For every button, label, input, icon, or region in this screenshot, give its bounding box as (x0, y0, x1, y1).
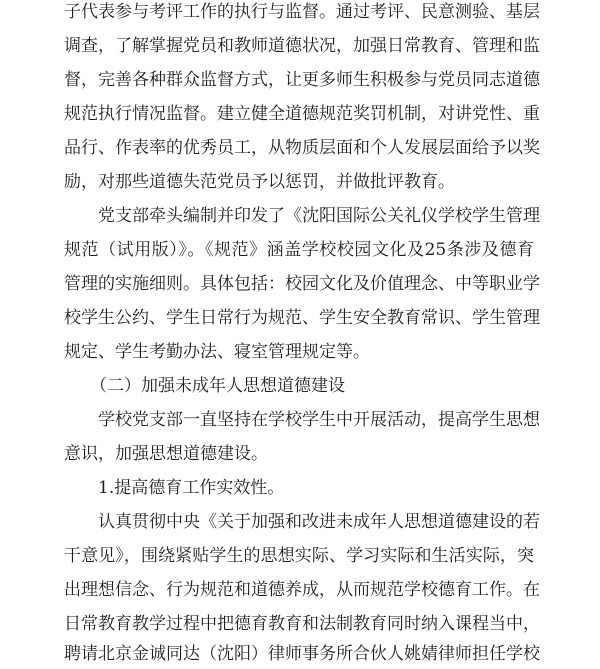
text-line: 校学生公约、学生日常行为规范、学生安全教育常识、学生管理 (64, 308, 540, 328)
text-line: 调查，了解掌握党员和教师道德状况，加强日常教育、管理和监 (64, 36, 540, 56)
text-line: 子代表参与考评工作的执行与监督。通过考评、民意测验、基层 (64, 2, 540, 22)
text-line: 励，对那些道德失范党员予以惩罚，并做批评教育。 (64, 172, 455, 192)
text-line: 干意见》，围绕紧贴学生的思想实际、学习实际和生活实际，突 (64, 546, 534, 566)
text-line: 督，完善各种群众监督方式，让更多师生积极参与党员同志道德 (64, 70, 540, 90)
text-line: 管理的实施细则。具体包括：校园文化及价值理念、中等职业学 (64, 274, 540, 294)
text-line: 规范（试用版）》。《规范》涵盖学校校园文化及25条涉及德育 (64, 240, 534, 260)
text-line: 日常教育教学过程中把德育教育和法制教育同时纳入课程当中， (64, 614, 540, 634)
text-line: 意识，加强思想道德建设。 (64, 444, 268, 464)
text-line: 出理想信念、行为规范和道德养成，从而规范学校德育工作。在 (64, 580, 540, 600)
text-line: 认真贯彻中央《关于加强和改进未成年人思想道德建设的若 (98, 512, 540, 532)
subheading: 1.提高德育工作实效性。 (98, 478, 285, 498)
text-line: 规定、学生考勤办法、寝室管理规定等。 (64, 342, 370, 362)
text-line: 党支部牵头编制并印发了《沈阳国际公关礼仪学校学生管理 (98, 206, 540, 226)
section-heading: （二）加强未成年人思想道德建设 (90, 376, 345, 396)
text-line: 聘请北京金诚同达（沈阳）律师事务所合伙人姚婧律师担任学校 (64, 644, 540, 664)
text-line: 品行、作表率的优秀员工，从物质层面和个人发展层面给予以奖 (64, 138, 540, 158)
text-line: 规范执行情况监督。建立健全道德规范奖罚机制，对讲党性、重 (64, 104, 540, 124)
text-line: 学校党支部一直坚持在学校学生中开展活动，提高学生思想 (98, 410, 540, 430)
